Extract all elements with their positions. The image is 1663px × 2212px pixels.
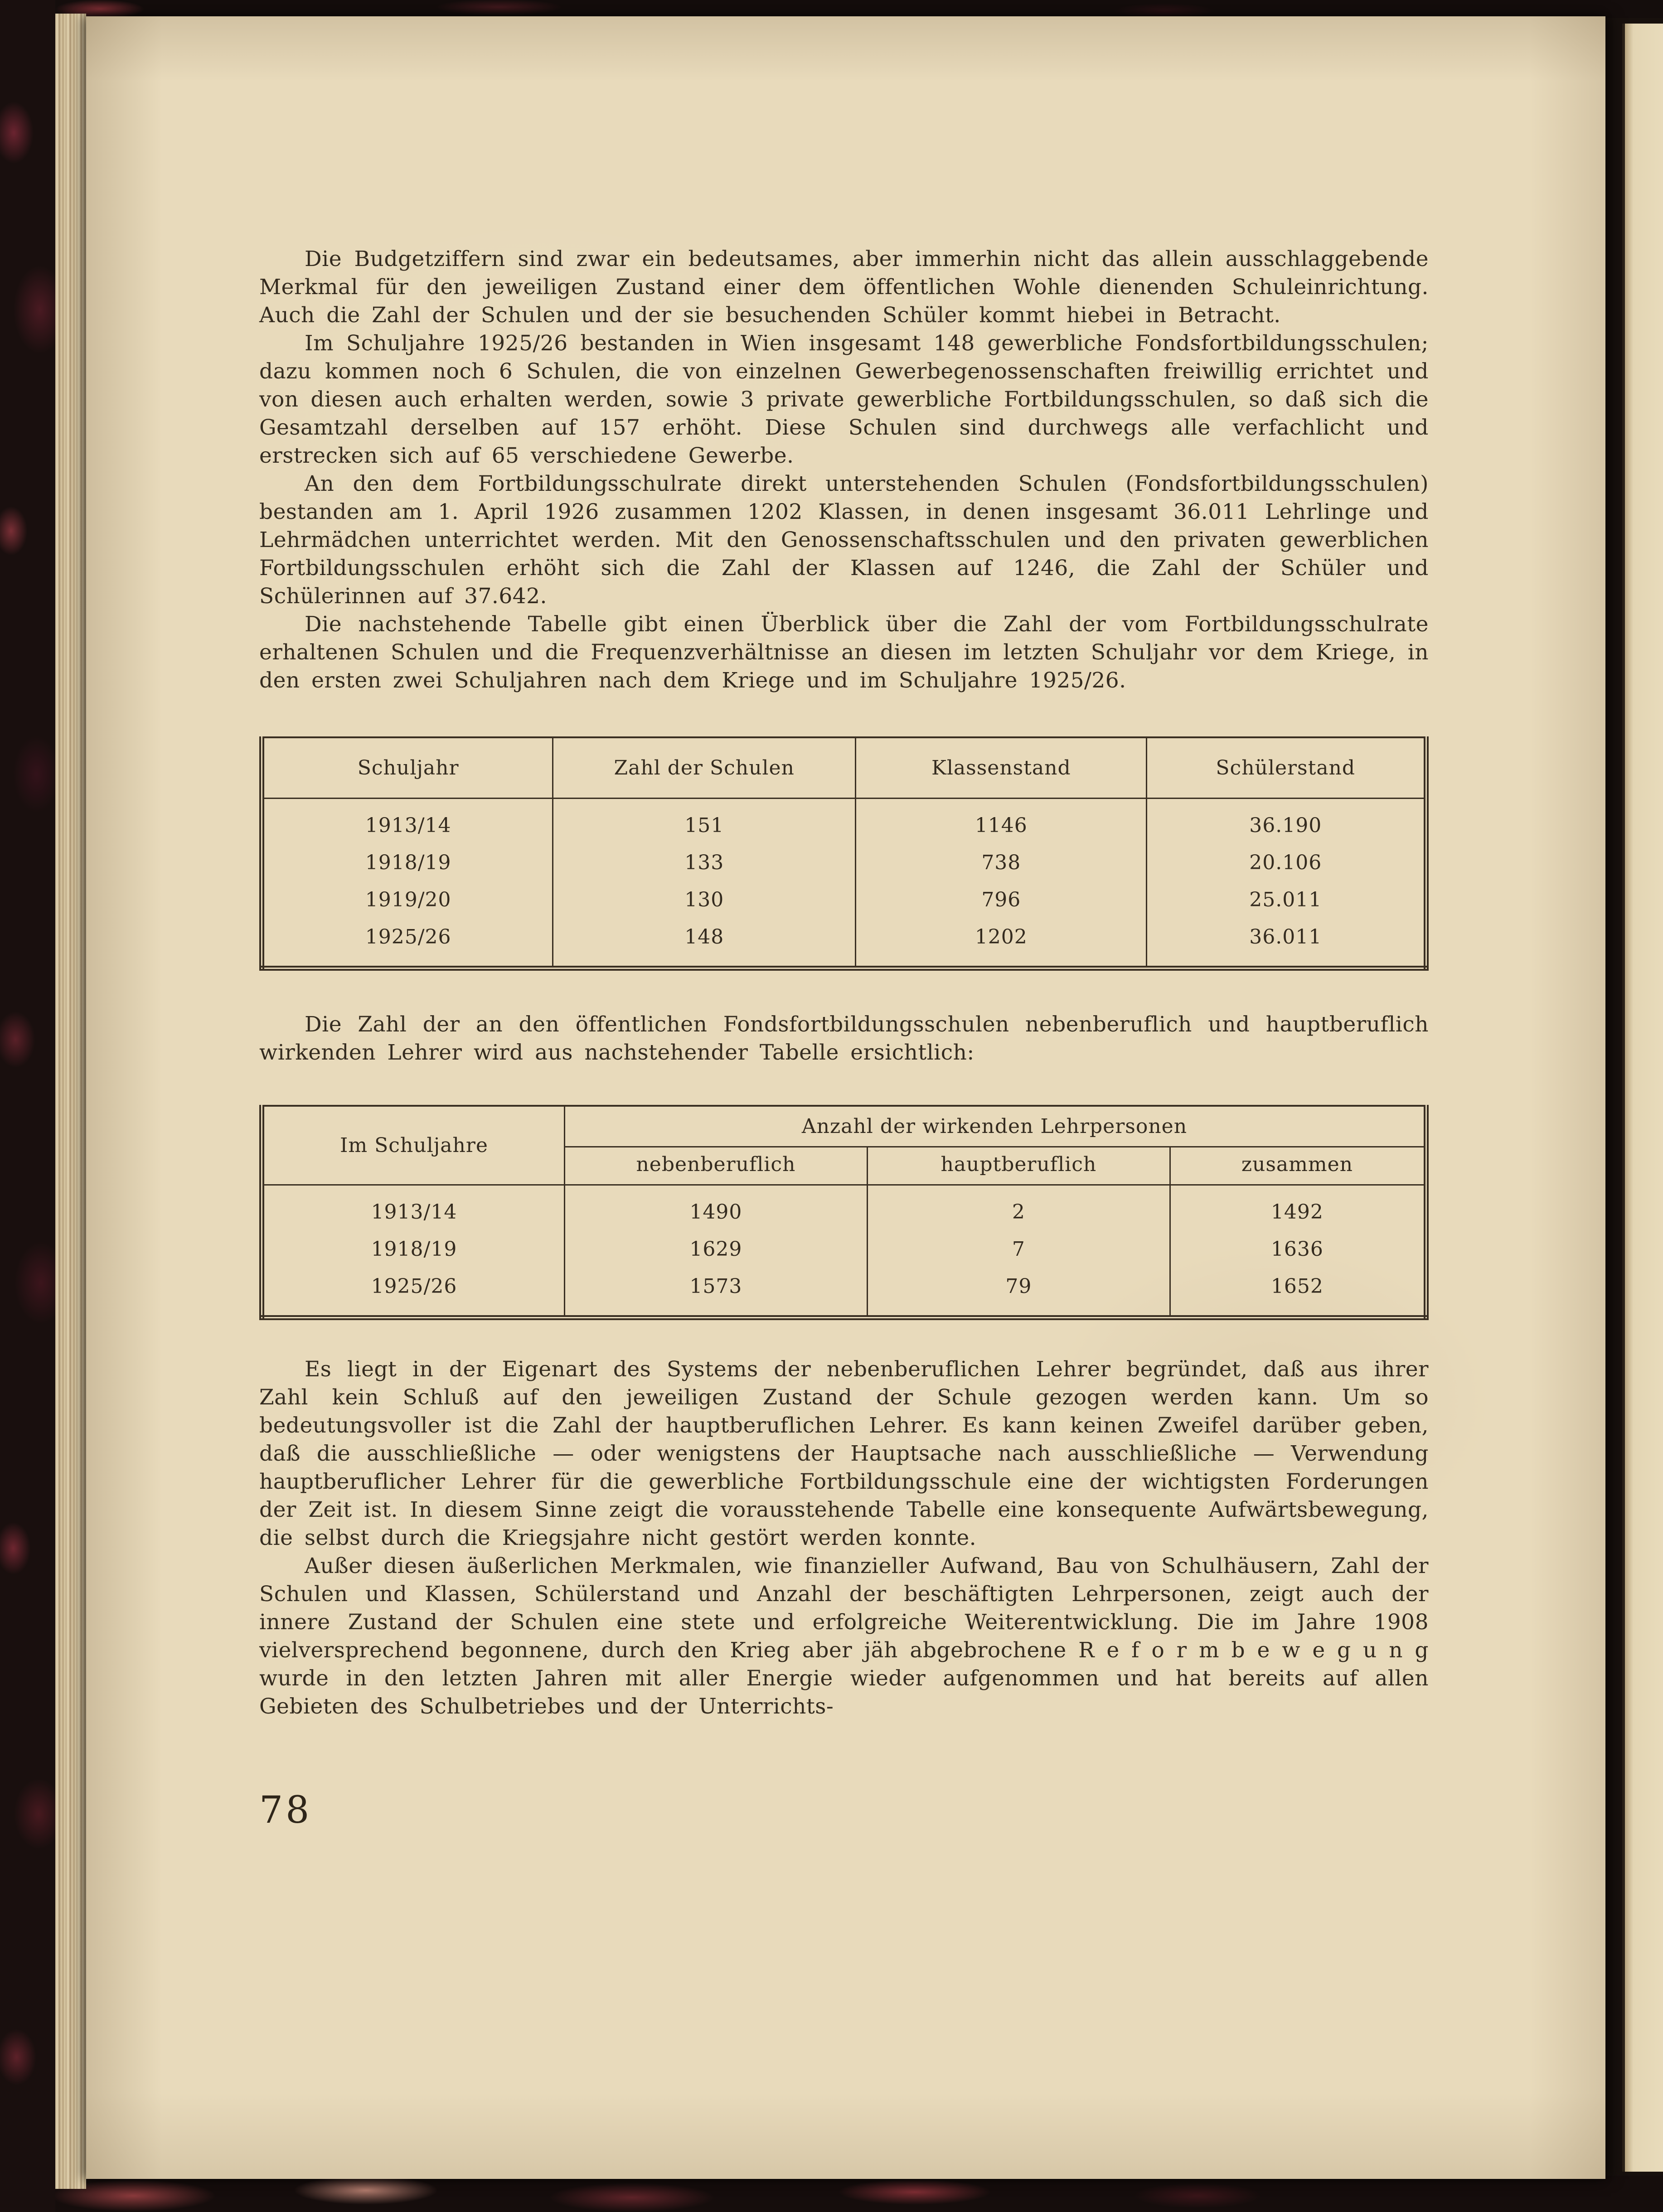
table-cell: 151 (553, 799, 856, 845)
table-header-zahl-der-schulen: Zahl der Schulen (553, 737, 856, 799)
table-cell: 1636 (1170, 1231, 1426, 1268)
page-number: 78 (259, 1789, 312, 1832)
table-header-im-schuljahre: Im Schuljahre (262, 1106, 565, 1185)
table-header-hauptberuflich: hauptberuflich (867, 1147, 1170, 1185)
table-row (262, 1185, 1426, 1231)
table-cell: 1492 (1170, 1185, 1426, 1231)
paragraph-lehrer-einleitung: Die Zahl der an den öffentlichen Fondsfortbildungsschulen nebenberuflich und hauptberuflich wirkenden Lehrer wird aus nachstehender Tabelle ersichtlich: (259, 1012, 1429, 1065)
table-cell: 1629 (564, 1231, 867, 1268)
paragraph-schuljahre-1925-26: Im Schuljahre 1925/26 bestanden in Wien insgesamt 148 gewerbliche Fondsfortbildungsschulen; dazu kommen noch 6 Schulen, die von einzelnen Gewerbegenossenschaften freiwillig errichtet und von diesen auch erhalten werden, sowie 3 private gewerbliche Fortbildungsschulen, so daß sich die Gesamtzahl derselben auf 157 erhöht. Diese Schulen sind durchwegs alle verfachlicht und erstrecken sich auf 65 verschiedene Gewerbe. (259, 331, 1429, 468)
table-cell: 79 (867, 1268, 1170, 1318)
table-cell: 1918/19 (365, 851, 451, 874)
table-cell: 1913/14 (371, 1200, 457, 1224)
table-cell: 1918/19 (371, 1238, 457, 1261)
table-cell: 2 (867, 1185, 1170, 1231)
adjacent-page-edge (1622, 24, 1663, 2172)
scanned-book-page (86, 16, 1605, 2179)
schools-frequency-table (259, 736, 1429, 971)
table-cell: 133 (553, 844, 856, 881)
table-cell: 1490 (564, 1185, 867, 1231)
page-stack-edges (55, 14, 86, 2189)
table-header-schuelerstand: Schülerstand (1147, 737, 1426, 799)
table-cell: 148 (553, 919, 856, 968)
table-row (262, 881, 1426, 919)
table-cell: 36.011 (1147, 919, 1426, 968)
table-header-zusammen: zusammen (1170, 1147, 1426, 1185)
table-cell: 25.011 (1147, 881, 1426, 919)
table-header-nebenberuflich: nebenberuflich (564, 1147, 867, 1185)
table-cell: 20.106 (1147, 844, 1426, 881)
table-row (262, 919, 1426, 968)
table-header-klassenstand: Klassenstand (856, 737, 1147, 799)
table-cell: 1573 (564, 1268, 867, 1318)
table-cell: 1202 (856, 919, 1147, 968)
paragraph-tabelle-einleitung: Die nachstehende Tabelle gibt einen Überblick über die Zahl der vom Fortbildungsschulrate erhaltenen Schulen und die Frequenzverhältnisse an diesen im letzten Schuljahr vor dem Kriege, in den ersten zwei Schuljahren nach dem Kriege und im Schuljahre 1925/26. (259, 612, 1429, 693)
paragraph-eigenart-systems: Es liegt in der Eigenart des Systems der nebenberuflichen Lehrer begründet, daß aus ihrer Zahl kein Schluß auf den jeweiligen Zustand der Schule gezogen werden kann. Um so bedeutungsvoller ist die Zahl der hauptberuflichen Lehrer. Es kann keinen Zweifel darüber geben, daß die ausschließliche — oder wenigstens der Hauptsache nach ausschließliche — Verwendung hauptberuflicher Lehrer für die gewerbliche Fortbildungsschule eine der wichtigsten Forderungen der Zeit ist. In diesem Sinne zeigt die vorausstehende Tabelle eine konsequente Aufwärtsbewegung, die selbst durch die Kriegsjahre nicht gestört werden konnte. (259, 1357, 1429, 1550)
teachers-table (259, 1105, 1429, 1320)
book-top-edge (0, 0, 1663, 18)
paragraph-fortbildungsschulrate: An den dem Fortbildungsschulrate direkt unterstehenden Schulen (Fondsfortbildungsschulen) bestanden am 1. April 1926 zusammen 1202 Klassen, in denen insgesamt 36.011 Lehrlinge und Lehrmädchen unterrichtet werden. Mit den Genossenschaftsschulen und den privaten gewerblichen Fortbildungsschulen erhöht sich die Zahl der Klassen auf 1246, die Zahl der Schüler und Schülerinnen auf 37.642. (259, 471, 1429, 609)
table-cell: 1913/14 (365, 814, 451, 837)
table-cell: 7 (867, 1231, 1170, 1268)
paragraph-reformbewegung: Außer diesen äußerlichen Merkmalen, wie finanzieller Aufwand, Bau von Schulhäusern, Zahl der Schulen und Klassen, Schülerstand und Anzahl der beschäftigten Lehrpersonen, zeigt auch der innere Zustand der Schulen eine stete und erfolgreiche Weiterentwicklung. Die im Jahre 1908 vielversprechend begonnene, durch den Krieg aber jäh abgebrochene R e f o r m b e w e g u n g wurde in den letzten Jahren mit aller Energie wieder aufgenommen und hat bereits auf allen Gebieten des Schulbetriebes und der Unterrichts- (259, 1554, 1429, 1719)
table-cell: 1925/26 (371, 1275, 457, 1298)
table-cell: 1919/20 (365, 888, 451, 911)
table-cell: 738 (856, 844, 1147, 881)
table-header-row (262, 737, 1426, 799)
table-cell: 1146 (856, 799, 1147, 845)
table-row (262, 799, 1426, 845)
table-header-row (262, 1106, 1426, 1147)
table-header-lehrpersonen-group: Anzahl der wirkenden Lehrpersonen (564, 1106, 1426, 1147)
table-row (262, 844, 1426, 881)
table-row (262, 1231, 1426, 1268)
table-cell: 1652 (1170, 1268, 1426, 1318)
paragraph-budgetziffern: Die Budgetziffern sind zwar ein bedeutsames, aber immerhin nicht das allein ausschlaggebende Merkmal für den jeweiligen Zustand einer dem öffentlichen Wohle dienenden Schuleinrichtung. Auch die Zahl der Schulen und der sie besuchenden Schüler kommt hiebei in Betracht. (259, 247, 1429, 328)
table-cell: 1925/26 (365, 925, 451, 949)
book-bottom-edge (0, 2176, 1663, 2212)
table-cell: 796 (856, 881, 1147, 919)
book-cover-marbled-edge (0, 0, 55, 2212)
table-header-schuljahr: Schuljahr (262, 737, 553, 799)
table-cell: 36.190 (1147, 799, 1426, 845)
page-content (86, 16, 1605, 2179)
table-cell: 130 (553, 881, 856, 919)
table-row (262, 1268, 1426, 1318)
